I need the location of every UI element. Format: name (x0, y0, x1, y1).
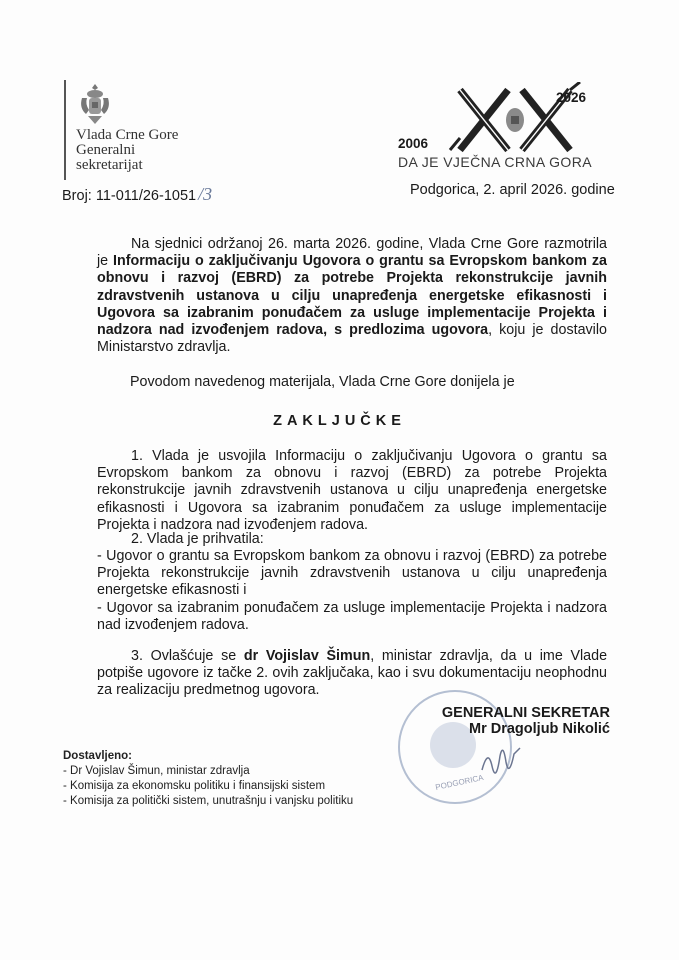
signer-name: Mr Dragoljub Nikolić (469, 721, 610, 737)
coat-of-arms-icon (78, 82, 112, 126)
anniversary-logo (398, 82, 608, 162)
organization-name (76, 128, 178, 173)
intro-paragraph (97, 236, 607, 356)
org-line-2: Generalni (76, 142, 136, 158)
intro-text-end: , koju je dostavilo Ministarstvo zdravlja. (97, 322, 607, 356)
stamp-text: PODGORICA (434, 773, 485, 792)
distribution-heading: Dostavljeno: (63, 750, 133, 762)
distribution-item: - Komisija za ekonomsku politiku i finansijski sistem (63, 780, 326, 792)
decision-lead: Povodom navedenog materijala, Vlada Crne Gore donijela je (130, 374, 515, 390)
intro-subject: Informaciju o zaključivanju Ugovora o grantu sa Evropskom bankom za obnovu i razvoj (EBRD) za potrebe Projekta rekonstrukcije javnih zdravstvenih ustanova u cilju unapređenja energetske efikasnosti i Ugovora sa izabranim ponuđačem za usluge implementacije Projekta i nadzora nad izvođenjem radova, s predlozima ugovora (97, 253, 607, 339)
authorized-person: dr Vojislav Šimun (243, 648, 371, 664)
letterhead-divider (64, 80, 66, 180)
conclusions-title: ZAKLJUČKE (273, 413, 406, 429)
distribution-list (63, 749, 353, 809)
conclusion-3-text-end: , ministar zdravlja, da u ime Vlade potpiše ugovore iz tačke 2. ovih zaključaka, kao i svu dokumentaciju neophodnu za realizaciju predmetnog ugovora. (97, 648, 608, 699)
signer-title: GENERALNI SEKRETAR (441, 705, 610, 721)
intro-text: Na sjednici održanoj 26. marta 2026. godine, Vlada Crne Gore razmotrila je (97, 236, 607, 270)
conclusion-1: 1. Vlada je usvojila Informaciju o zaključivanju Ugovora o grantu sa Evropskom bankom za obnovu i razvoj (EBRD) za potrebe Projekta rekonstrukcije javnih zdravstvenih ustanova u cilju unapređenja energetske efikasnosti i Ugovora sa izabranim ponuđačem za usluge implementacije Projekta i nadzora nad izvođenjem radova. (97, 448, 607, 533)
handwritten-suffix: /3 (198, 184, 213, 204)
distribution-item: - Komisija za politički sistem, unutrašnju i vanjsku politiku (63, 795, 354, 807)
org-line-1: Vlada Crne Gore (76, 127, 179, 143)
conclusion-3 (97, 648, 607, 700)
conclusion-2-item-b: - Ugovor sa izabranim ponuđačem za usluge implementacije Projekta i nadzora nad izvođenjem radova. (97, 599, 607, 633)
conclusion-2-item-a: - Ugovor o grantu sa Evropskom bankom za obnovu i razvoj (EBRD) za potrebe Projekta rekonstrukcije javnih zdravstvenih ustanova u cilju unapređenja energetske efikasnosti i (97, 548, 607, 599)
handwritten-signature-icon (478, 740, 538, 780)
logo-year-2006: 2006 (398, 136, 429, 151)
reference-number (62, 184, 212, 205)
signature-block (400, 705, 610, 737)
conclusion-3-text: 3. Ovlašćuje se (131, 648, 244, 664)
document-date: Podgorica, 2. april 2026. godine (410, 182, 615, 198)
distribution-item: - Dr Vojislav Šimun, ministar zdravlja (63, 765, 250, 777)
logo-year-2026: 2026 (556, 90, 587, 105)
conclusion-2 (97, 548, 607, 634)
org-line-3: sekretarijat (76, 157, 143, 173)
conclusion-2-heading: 2. Vlada je prihvatila: (131, 531, 264, 547)
reference-number-text: Broj: 11-011/26-1051 (62, 188, 197, 204)
logo-motto: DA JE VJEČNA CRNA GORA (398, 154, 592, 170)
